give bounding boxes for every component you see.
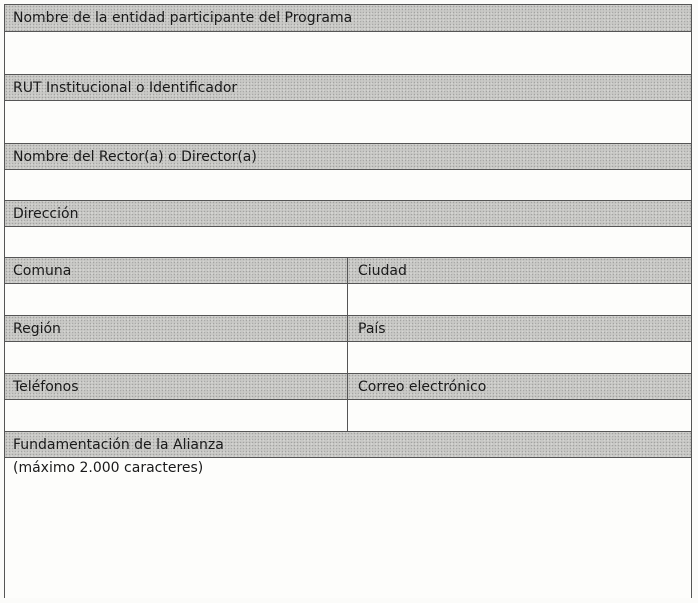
rut-label: RUT Institucional o Identificador xyxy=(5,74,691,101)
entity-name-field[interactable] xyxy=(5,32,691,74)
ciudad-field[interactable] xyxy=(348,284,691,315)
telefonos-label: Teléfonos xyxy=(5,373,348,400)
pais-label: País xyxy=(348,315,691,342)
region-label: Región xyxy=(5,315,348,342)
pais-field[interactable] xyxy=(348,342,691,373)
rector-field[interactable] xyxy=(5,170,691,200)
address-field[interactable] xyxy=(5,227,691,257)
address-label: Dirección xyxy=(5,200,691,227)
telefonos-field[interactable] xyxy=(5,400,348,431)
region-field[interactable] xyxy=(5,342,348,373)
fundamentacion-field[interactable] xyxy=(5,458,691,598)
rector-label: Nombre del Rector(a) o Director(a) xyxy=(5,143,691,170)
comuna-label: Comuna xyxy=(5,257,348,284)
alliance-form xyxy=(4,4,692,598)
comuna-field[interactable] xyxy=(5,284,348,315)
fundamentacion-label: Fundamentación de la Alianza xyxy=(5,431,691,458)
entity-name-label: Nombre de la entidad participante del Programa xyxy=(5,5,691,32)
correo-label: Correo electrónico xyxy=(348,373,691,400)
correo-field[interactable] xyxy=(348,400,691,431)
ciudad-label: Ciudad xyxy=(348,257,691,284)
rut-field[interactable] xyxy=(5,101,691,143)
character-limit-hint: (máximo 2.000 caracteres) xyxy=(13,460,204,476)
